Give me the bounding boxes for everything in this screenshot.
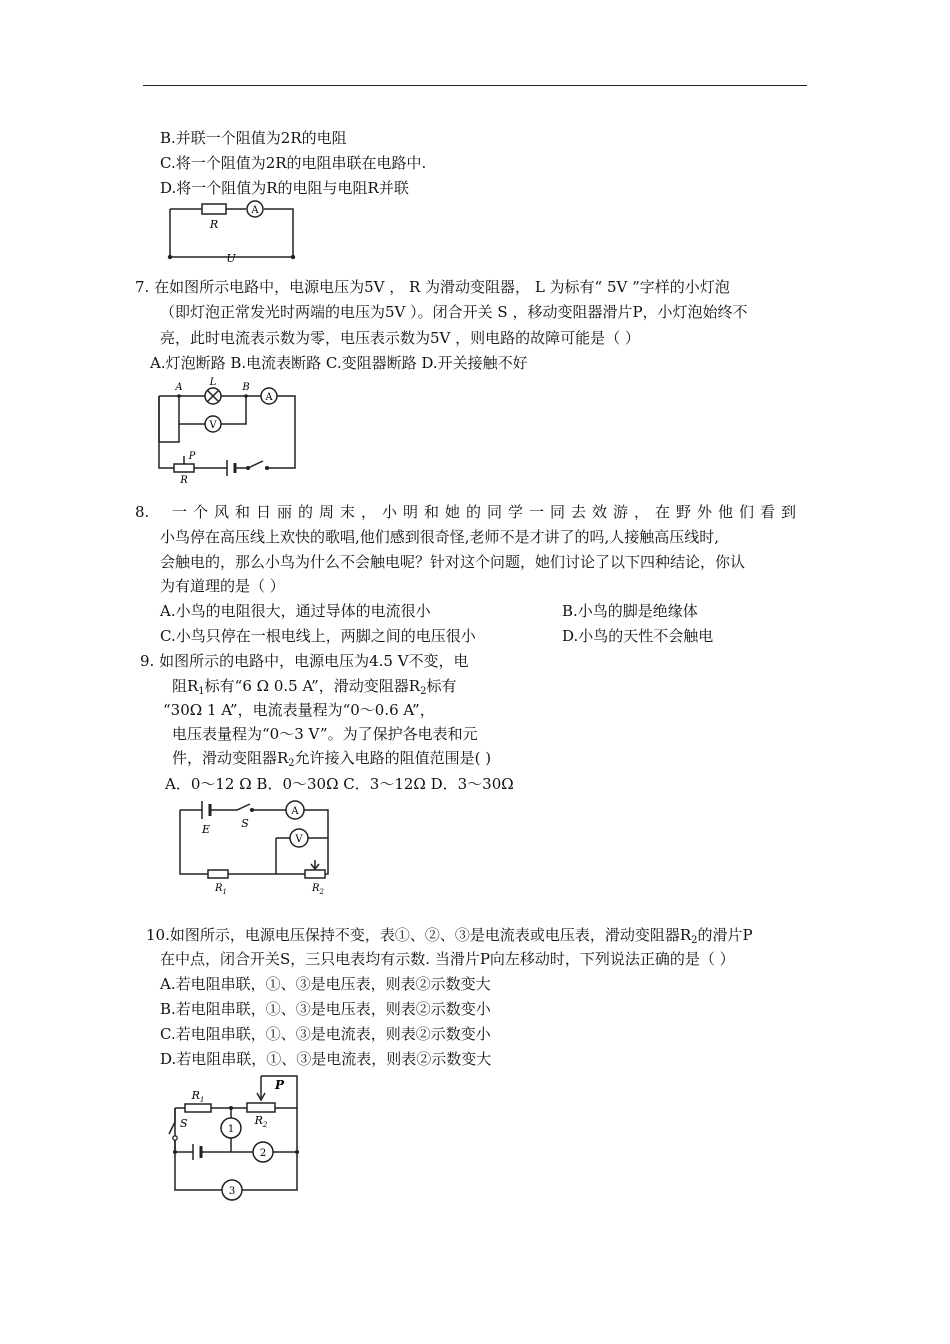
q9-line-2: 阻$R_1$标有“6 Ω 0.5 A”，滑动变阻器$R_2$标有	[172, 677, 457, 697]
q9-label-e: E	[201, 823, 211, 836]
q9-options: A．0～12 Ω B．0～30Ω C．3～12Ω D．3～30Ω	[165, 775, 514, 793]
q9-label-r1: $R_1$	[215, 883, 227, 896]
q8-line-2: 小鸟停在高压线上欢快的歌唱,他们感到很奇怪,老师不是才讲了的吗,人接触高压线时,	[160, 528, 720, 546]
q10-line-2: 在中点，闭合开关S，三只电表均有示数. 当滑片P向左移动时，下列说法正确的是（ ）	[160, 950, 735, 968]
q7-label-a-node: A	[175, 382, 183, 393]
q10-label-meter-1: 1	[227, 1124, 235, 1135]
q6-option-c: C.将一个阻值为2R的电阻串联在电路中.	[160, 154, 427, 172]
q6-label-r: R	[209, 218, 219, 231]
q9-r2	[305, 870, 325, 878]
q9-label-r2: $R_2$	[312, 883, 324, 896]
q7-circuit-diagram	[150, 378, 300, 486]
q10-option-c: C.若电阻串联，①、③是电流表，则表②示数变小	[160, 1025, 491, 1043]
q7-label-b-node: B	[242, 382, 250, 393]
q9-line-3: “30Ω 1 A”，电流表量程为“0～0.6 A”，	[163, 701, 435, 719]
q8-option-c: C.小鸟只停在一根电线上，两脚之间的电压很小	[160, 627, 476, 645]
q8-option-b: B.小鸟的脚是绝缘体	[562, 602, 698, 620]
q10-label-p: P	[275, 1078, 285, 1092]
q10-label-r2: $R_2$	[254, 1114, 268, 1129]
q7-rheostat	[174, 464, 194, 472]
q9-circuit-diagram	[172, 796, 332, 894]
q9-label-ammeter: A	[291, 806, 299, 817]
q8-option-a: A.小鸟的电阻很大，通过导体的电流很小	[160, 602, 431, 620]
q6-label-a: A	[251, 205, 259, 216]
q9-line-4: 电压表量程为“0～3 V”。为了保护各电表和元	[172, 725, 478, 743]
q10-option-d: D.若电阻串联，①、③是电流表，则表②示数变大	[160, 1050, 492, 1068]
q8-line-3: 会触电的，那么小鸟为什么不会触电呢？针对这个问题，她们讨论了以下四种结论，你认	[160, 553, 746, 571]
q10-label-s: S	[180, 1117, 188, 1130]
q10-circuit-diagram	[155, 1072, 310, 1200]
q6-option-d: D.将一个阻值为R的电阻与电阻R并联	[160, 179, 409, 197]
header-rule	[143, 85, 807, 86]
q6-circuit-diagram	[160, 195, 305, 267]
q10-label-meter-2: 2	[259, 1148, 267, 1159]
q10-label-r1: $R_1$	[191, 1089, 205, 1104]
q7-options: A.灯泡断路 B.电流表断路 C.变阻器断路 D.开关接触不好	[150, 354, 528, 372]
q6-label-u: U	[226, 252, 236, 265]
q6-resistor	[202, 204, 226, 214]
q6-option-b: B.并联一个阻值为2R的电阻	[160, 129, 347, 147]
q8-line-4: 为有道理的是（ ）	[160, 577, 285, 595]
q7-line-2: （即灯泡正常发光时两端的电压为5V ）。闭合开关 S ，移动变阻器滑片P，小灯泡始终不	[160, 303, 748, 321]
q10-r2	[247, 1103, 275, 1112]
q8-line-1: 一个风和日丽的周末，小明和她的同学一同去效游，在野外他们看到	[172, 503, 803, 521]
q7-label-l: L	[209, 377, 217, 388]
q10-label-meter-3: 3	[228, 1186, 236, 1197]
q10-option-a: A.若电阻串联，①、③是电压表，则表②示数变大	[160, 975, 491, 993]
q7-label-voltmeter: V	[209, 420, 217, 431]
q7-line-3: 亮，此时电流表示数为零，电压表示数为5V ，则电路的故障可能是（ ）	[160, 329, 640, 347]
q8-option-d: D.小鸟的天性不会触电	[562, 627, 714, 645]
q9-r1	[208, 870, 228, 878]
q8-number: 8.	[135, 503, 150, 521]
q10-line-1: 10.如图所示，电源电压保持不变，表①、②、③是电流表或电压表，滑动变阻器$R_2$的滑片P	[146, 926, 753, 946]
q7-label-p: P	[188, 451, 196, 462]
q9-line-5: 件，滑动变阻器$R_2$允许接入电路的阻值范围是( )	[172, 749, 492, 769]
q7-label-ammeter: A	[265, 392, 273, 403]
q7-line-1: 7. 在如图所示电路中，电源电压为5V ， R 为滑动变阻器， L 为标有“ 5V ”字样的小灯泡	[135, 278, 730, 296]
q7-label-r: R	[180, 475, 188, 486]
q9-label-voltmeter: V	[295, 834, 303, 845]
q9-line-1: 9. 如图所示的电路中，电源电压为4.5 V不变，电	[140, 652, 469, 670]
q9-label-s: S	[241, 817, 249, 830]
q10-r1	[185, 1104, 211, 1112]
q10-option-b: B.若电阻串联，①、③是电压表，则表②示数变小	[160, 1000, 491, 1018]
